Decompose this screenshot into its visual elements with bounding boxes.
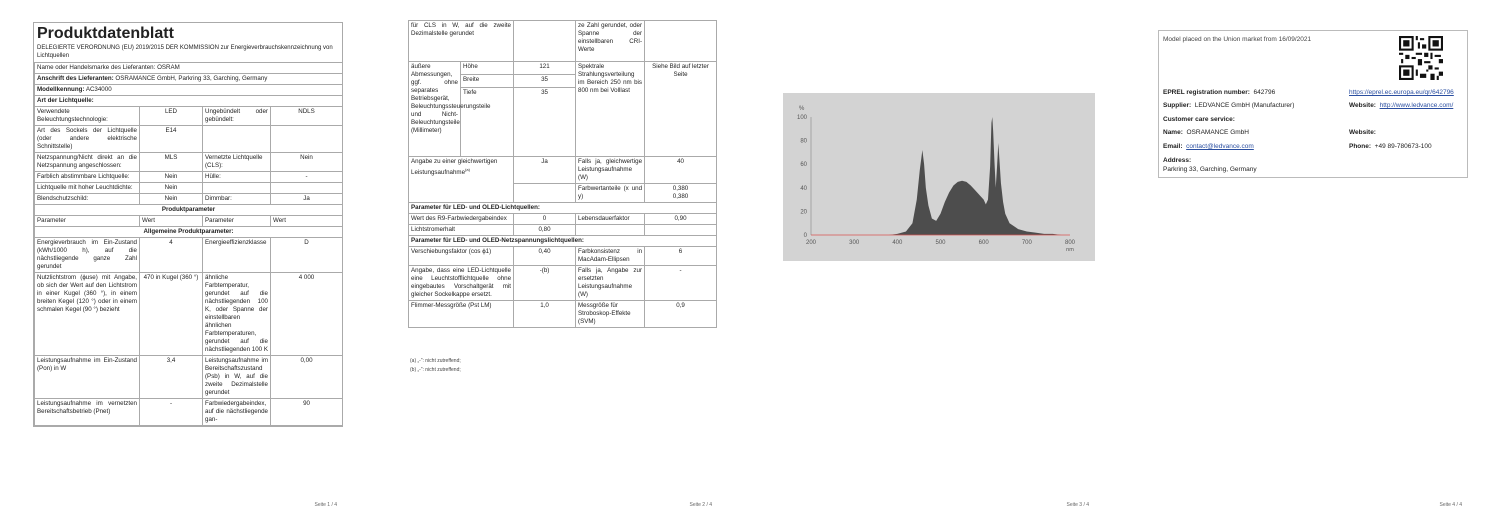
care-name-row: Name: OSRAMANCE GmbH: [1163, 129, 1249, 136]
customer-care-heading: Customer care service:: [1163, 116, 1235, 123]
x-axis-unit: nm: [1066, 247, 1074, 253]
x-tick-label: 400: [892, 240, 903, 246]
care-website-label: Website:: [1349, 129, 1376, 136]
chart-svg: [783, 93, 1095, 261]
table-row: Verwendete Beleuchtungstechnologie: LED Ungebündelt oder gebündelt: NDLS: [35, 107, 343, 126]
color-coord-row: Farbwertanteile (x und y) 0,380 0,380: [409, 184, 717, 203]
y-tick-label: 40: [800, 185, 807, 192]
x-tick-label: 200: [805, 240, 817, 246]
page-number: Seite 4 / 4: [1439, 502, 1462, 508]
x-tick-label: 600: [978, 240, 989, 246]
table-row: Lichtstromerhalt 0,80: [409, 225, 717, 236]
table-row: Wert des R9-Farbwiedergabeindex 0 Lebensdauerfaktor 0,90: [409, 214, 717, 225]
x-tick-label: 700: [1021, 240, 1032, 246]
datasheet-table-continued: [408, 20, 717, 328]
care-address-value: Parkring 33, Garching, Germany: [1163, 166, 1257, 173]
y-tick-label: 0: [803, 233, 807, 239]
column-headers: Parameter Wert Parameter Wert: [35, 216, 343, 227]
table-row: Leistungsaufnahme im Ein-Zustand (Pon) in W 3,4 Leistungsaufnahme im Bereitschaftszustand (Psb) in W, auf die zweite Dezimalstelle gerundet 0,00: [35, 356, 343, 399]
mains-params-heading: Parameter für LED- und OLED-Netzspannungslichtquellen:: [409, 236, 717, 247]
footnotes: (a) „-“: nicht zutreffend; (b) „-“: nicht zutreffend;: [410, 358, 461, 373]
page-title: Produktdatenblatt: [37, 25, 174, 42]
y-axis-unit: %: [799, 106, 805, 112]
spectral-distribution-chart: [783, 93, 1095, 261]
dimensions-row: Breite 35: [409, 75, 717, 88]
dimensions-row: Tiefe 35: [409, 88, 717, 157]
page-number: Seite 3 / 4: [1066, 502, 1089, 508]
table-row: Art des Sockels der Lichtquelle (oder andere elektrische Schnittstelle) E14: [35, 126, 343, 153]
email-link[interactable]: contact@ledvance.com: [1186, 143, 1254, 150]
market-text: Model placed on the Union market from 16/09/2021: [1163, 36, 1312, 43]
table-row: Angabe, dass eine LED-Lichtquelle eine Leuchtstofflichtquelle ohne eingebautes Vorschaltgerät mit gleicher Sockelkappe ersetzt. -(b) Falls ja, Angabe zur ersetzten Leistungsaufnahme (W) -: [409, 266, 717, 301]
care-address-label: Address:: [1163, 157, 1192, 164]
eprel-card: [1158, 30, 1468, 178]
page-number: Seite 2 / 4: [689, 502, 712, 508]
page-3: [783, 0, 1095, 508]
table-row: Flimmer-Messgröße (Pst LM) 1,0 Messgröße für Stroboskop-Effekte (SVM) 0,9: [409, 301, 717, 328]
supplier-row: Supplier: LEDVANCE GmbH (Manufacturer): [1163, 102, 1295, 109]
table-row: Blendschutzschild: Nein Dimmbar: Ja: [35, 194, 343, 205]
care-phone-row: Phone: +49 89-780673-100: [1349, 143, 1432, 150]
type-heading: Art der Lichtquelle:: [35, 96, 343, 107]
table-row: für CLS in W, auf die zweite Dezimalstelle gerundet ze Zahl gerundet, oder Spanne der einstellbaren CRI-Werte: [409, 21, 717, 62]
page-2: [408, 0, 718, 508]
regulation-subtitle: DELEGIERTE VERORDNUNG (EU) 2019/2015 DER KOMMISSION zur Energieverbrauchskennzeichnung von Lichtquellen: [37, 45, 333, 59]
dimensions-row: äußere Abmessungen, ggf. ohne separates Betriebsgerät, Beleuchtungssteuerungsteile und Nicht-Beleuchtungsteile (Millimeter) Höhe 121 Spektrale Strahlungsverteilung im Bereich 250 nm bis 800 nm bei Volllast Siehe Bild auf letzter Seite: [409, 62, 717, 75]
y-tick-label: 100: [796, 115, 807, 121]
table-row: Lichtquelle mit hoher Leuchtdichte: Nein: [35, 183, 343, 194]
datasheet-table: [34, 62, 343, 426]
y-tick-label: 20: [800, 209, 807, 216]
model-row: Modellkennung: AC34000: [35, 85, 343, 96]
y-tick-label: 60: [800, 162, 807, 169]
page-1: [33, 0, 343, 508]
eprel-link[interactable]: https://eprel.ec.europa.eu/qr/642796: [1349, 89, 1454, 96]
general-params-heading: Allgemeine Produktparameter:: [35, 227, 343, 238]
datasheet-box: [33, 22, 343, 427]
led-params-heading: Parameter für LED- und OLED-Lichtquellen:: [409, 203, 717, 214]
website-row: Website: http://www.ledvance.com/: [1349, 102, 1454, 109]
spectrum-area: [811, 117, 1070, 235]
y-tick-label: 80: [800, 138, 807, 145]
qr-code-icon: [1399, 36, 1443, 80]
x-tick-label: 800: [1064, 240, 1076, 246]
eprel-registration: EPREL registration number: 642796: [1163, 89, 1276, 96]
address-row: Anschrift des Lieferanten: OSRAMANCE GmbH, Parkring 33, Garching, Germany: [35, 74, 343, 85]
table-row: Verschiebungsfaktor (cos ϕ1) 0,40 Farbkonsistenz in MacAdam-Ellipsen 6: [409, 247, 717, 266]
page-4: [1158, 0, 1468, 508]
website-link[interactable]: http://www.ledvance.com/: [1379, 102, 1454, 109]
x-tick-label: 500: [935, 240, 946, 246]
table-row: Energieverbrauch im Ein-Zustand (kWh/1000 h), auf die nächstliegende ganze Zahl gerundet 4 Energieeffizienzklasse D: [35, 238, 343, 273]
supplier-row: Name oder Handelsmarke des Lieferanten: OSRAM: [35, 63, 343, 74]
table-row: Netzspannung/Nicht direkt an die Netzspannung angeschlossen: MLS Vernetzte Lichtquelle (CLS): Nein: [35, 153, 343, 172]
product-params-heading: Produktparameter: [35, 205, 343, 216]
page-number: Seite 1 / 4: [314, 502, 337, 508]
x-tick-label: 300: [849, 240, 860, 246]
equivalent-power-row: Angabe zu einer gleichwertigen Leistungsaufnahme$^{(a)}$ Ja Falls ja, gleichwertige Leistungsaufnahme (W) 40: [409, 157, 717, 184]
table-row: Nutzlichtstrom (ɸuse) mit Angabe, ob sich der Wert auf den Lichtstrom in einer Kugel (360 °), in einem breiten Kegel (120 °) oder in einem schmalen Kegel (90 °) bezieht 470 in Kugel (360 °) ähnliche Farbtemperatur, gerundet auf die nächstliegenden 100 K, oder Spanne der einstellbaren ähnlichen Farbtemperaturen, gerundet auf die nächstliegenden 100 K 4 000: [35, 273, 343, 356]
table-row: Leistungsaufnahme im vernetzten Bereitschaftsbetrieb (Pnet) - Farbwiedergabeindex, auf die nächstliegende gan- 90: [35, 399, 343, 426]
table-row: Farblich abstimmbare Lichtquelle: Nein Hülle: -: [35, 172, 343, 183]
care-email-row: Email: contact@ledvance.com: [1163, 143, 1254, 150]
